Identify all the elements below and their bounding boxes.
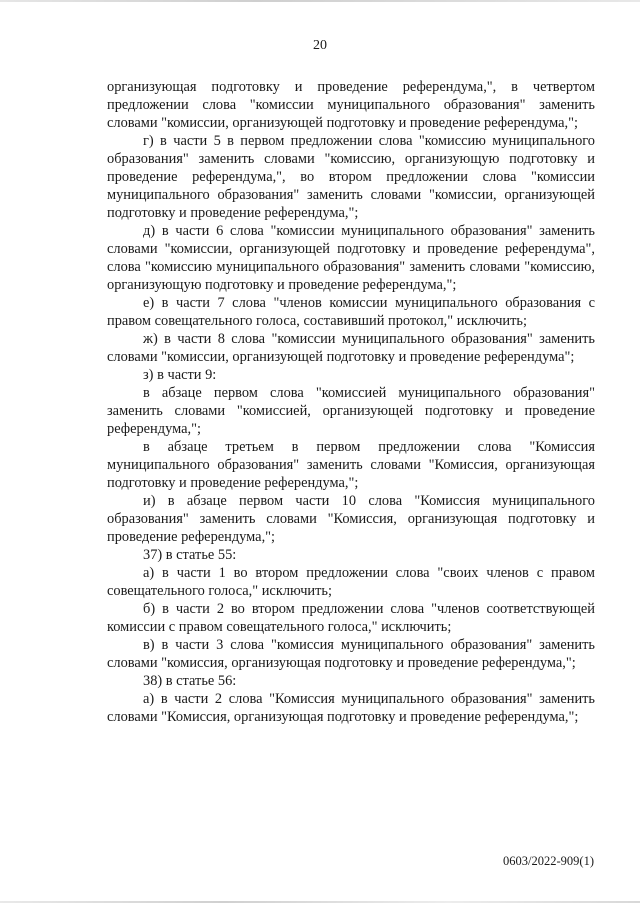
paragraph: организующая подготовку и проведение референдума,", в четвертом предложении слова "комиссии муниципального образования" заменить словами "комиссии, организующей подготовку и проведение референдума,"; [107,79,595,131]
paragraph: в абзаце третьем в первом предложении слова "Комиссия муниципального образования" заменить словами "Комиссия, организующая подготовку и проведение референдума,"; [107,439,595,491]
page-number: 20 [313,38,327,53]
paragraph: и) в абзаце первом части 10 слова "Комиссия муниципального образования" заменить словами "Комиссия, организующая подготовку и проведение референдума,"; [107,493,595,545]
paragraph: з) в части 9: [143,367,217,383]
document-body [107,78,595,726]
paragraph: 38) в статье 56: [143,673,237,689]
paragraph: д) в части 6 слова "комиссии муниципального образования" заменить словами "комиссии, организующей подготовку и проведение референдума", слова "комиссию муниципального образования" заменить словами "комиссию, организующую подготовку и проведение референдума,"; [107,223,595,293]
scan-edge-bottom [0,901,640,903]
paragraph: в абзаце первом слова "комиссией муниципального образования" заменить словами "комиссией, организующей подготовку и проведение референдума,"; [107,385,595,437]
paragraph: б) в части 2 во втором предложении слова "членов соответствующей комиссии с правом совещательного голоса," исключить; [107,601,595,635]
paragraph: г) в части 5 в первом предложении слова "комиссию муниципального образования" заменить словами "комиссию, организующую подготовку и проведение референдума,", во втором предложении слова "комиссии муниципального образования" заменить словами "комиссии, организующей подготовку и проведение референдума,"; [107,133,595,221]
paragraph: 37) в статье 55: [143,547,237,563]
paragraph: в) в части 3 слова "комиссия муниципального образования" заменить словами "комиссия, организующая подготовку и проведение референдума,"; [107,637,595,671]
paragraph: ж) в части 8 слова "комиссии муниципального образования" заменить словами "комиссии, организующей подготовку и проведение референдума"; [107,331,595,365]
document-code: 0603/2022-909(1) [503,854,594,868]
paragraph: е) в части 7 слова "членов комиссии муниципального образования с правом совещательного голоса, составивший протокол," исключить; [107,295,595,329]
scan-edge-top [0,0,640,2]
paragraph: а) в части 1 во втором предложении слова "своих членов с правом совещательного голоса," исключить; [107,565,595,599]
paragraph: а) в части 2 слова "Комиссия муниципального образования" заменить словами "Комиссия, организующая подготовку и проведение референдума,"; [107,691,595,725]
